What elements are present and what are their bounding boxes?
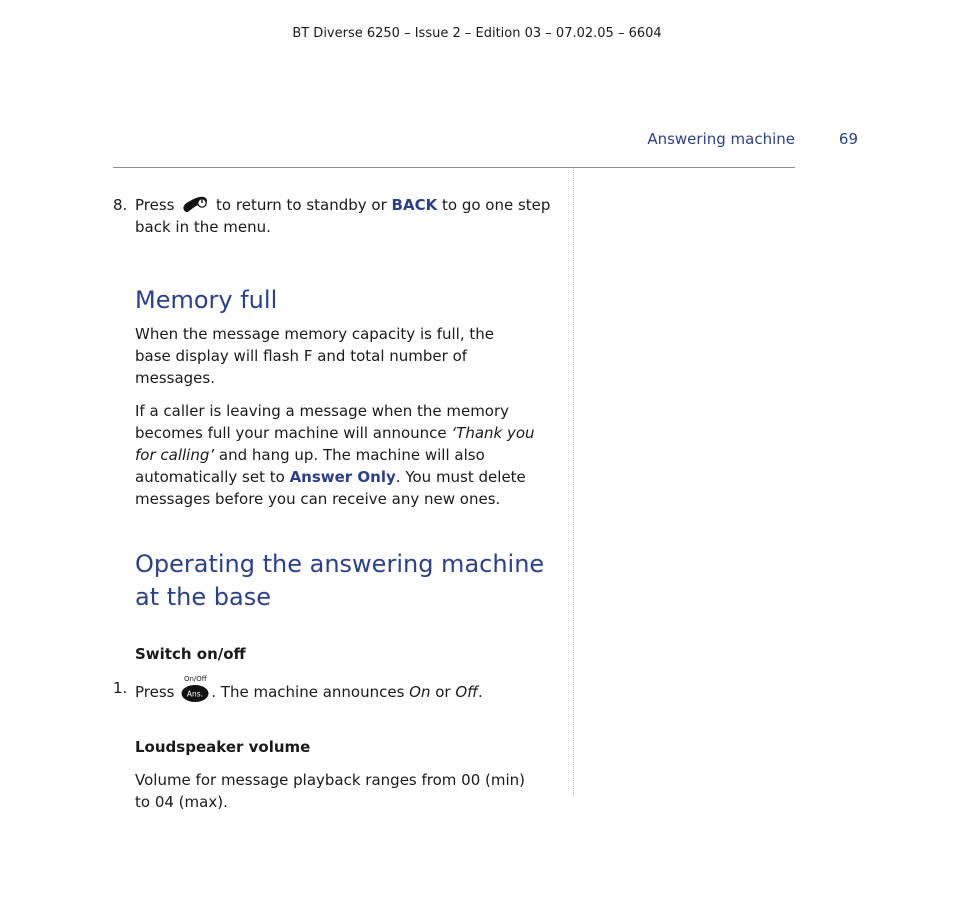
step-8 [113, 194, 558, 238]
main-column [113, 194, 558, 813]
document-id-header: BT Diverse 6250 – Issue 2 – Edition 03 – 07.02.05 – 6604 [292, 26, 662, 41]
step-text: . The machine announces [211, 683, 410, 701]
step-1 [113, 677, 558, 703]
step-number: 8. [113, 196, 128, 214]
operating-section [135, 548, 558, 665]
para-text: . You must delete messages before you can receive any new ones. [135, 468, 526, 508]
column-divider [573, 168, 574, 795]
answer-only-keyword: Answer Only [289, 468, 396, 486]
on-off-label: On/Off [183, 675, 207, 683]
header-rule [113, 167, 795, 168]
heading-line: at the base [135, 583, 271, 611]
volume-text: Volume for message playback ranges from 00 (min) to 04 (max). [135, 771, 526, 811]
step-body [135, 194, 558, 238]
memory-full-section [135, 284, 558, 510]
loudspeaker-volume-title: Loudspeaker volume [135, 738, 311, 756]
step-text: Press [135, 683, 175, 701]
step-number: 1. [113, 679, 128, 697]
step-text: or [430, 683, 456, 701]
on-word: On [409, 683, 431, 701]
step-text: Press [135, 196, 175, 214]
end-call-handset-icon [181, 194, 209, 214]
step-body [135, 677, 558, 703]
memory-full-para-2 [135, 400, 555, 510]
ans-on-off-button-icon [180, 677, 210, 703]
step-text: . [478, 683, 483, 701]
memory-full-heading: Memory full [135, 286, 278, 314]
step-text: to go one step [442, 196, 551, 214]
page-number: 69 [838, 130, 858, 148]
para-text: and hang up. The machine will also automatically set to [135, 446, 485, 486]
back-key-label: BACK [391, 196, 438, 214]
memory-full-para-1: When the message memory capacity is full, the base display will flash F and total number of messages. [135, 325, 494, 387]
switch-on-off-title: Switch on/off [135, 645, 246, 663]
step-text: to return to standby or [216, 196, 387, 214]
off-word: Off [455, 683, 479, 701]
ans-label: Ans. [187, 689, 204, 699]
heading-line: Operating the answering machine [135, 550, 545, 578]
operating-heading [135, 548, 558, 614]
step-text: back in the menu. [135, 218, 271, 236]
section-running-head: Answering machine [647, 130, 795, 148]
volume-section [135, 736, 558, 813]
para-text: If a caller is leaving a message when the memory becomes full your machine will announce [135, 402, 510, 442]
announcement-quote: ‘Thank you for calling’ [135, 424, 535, 464]
